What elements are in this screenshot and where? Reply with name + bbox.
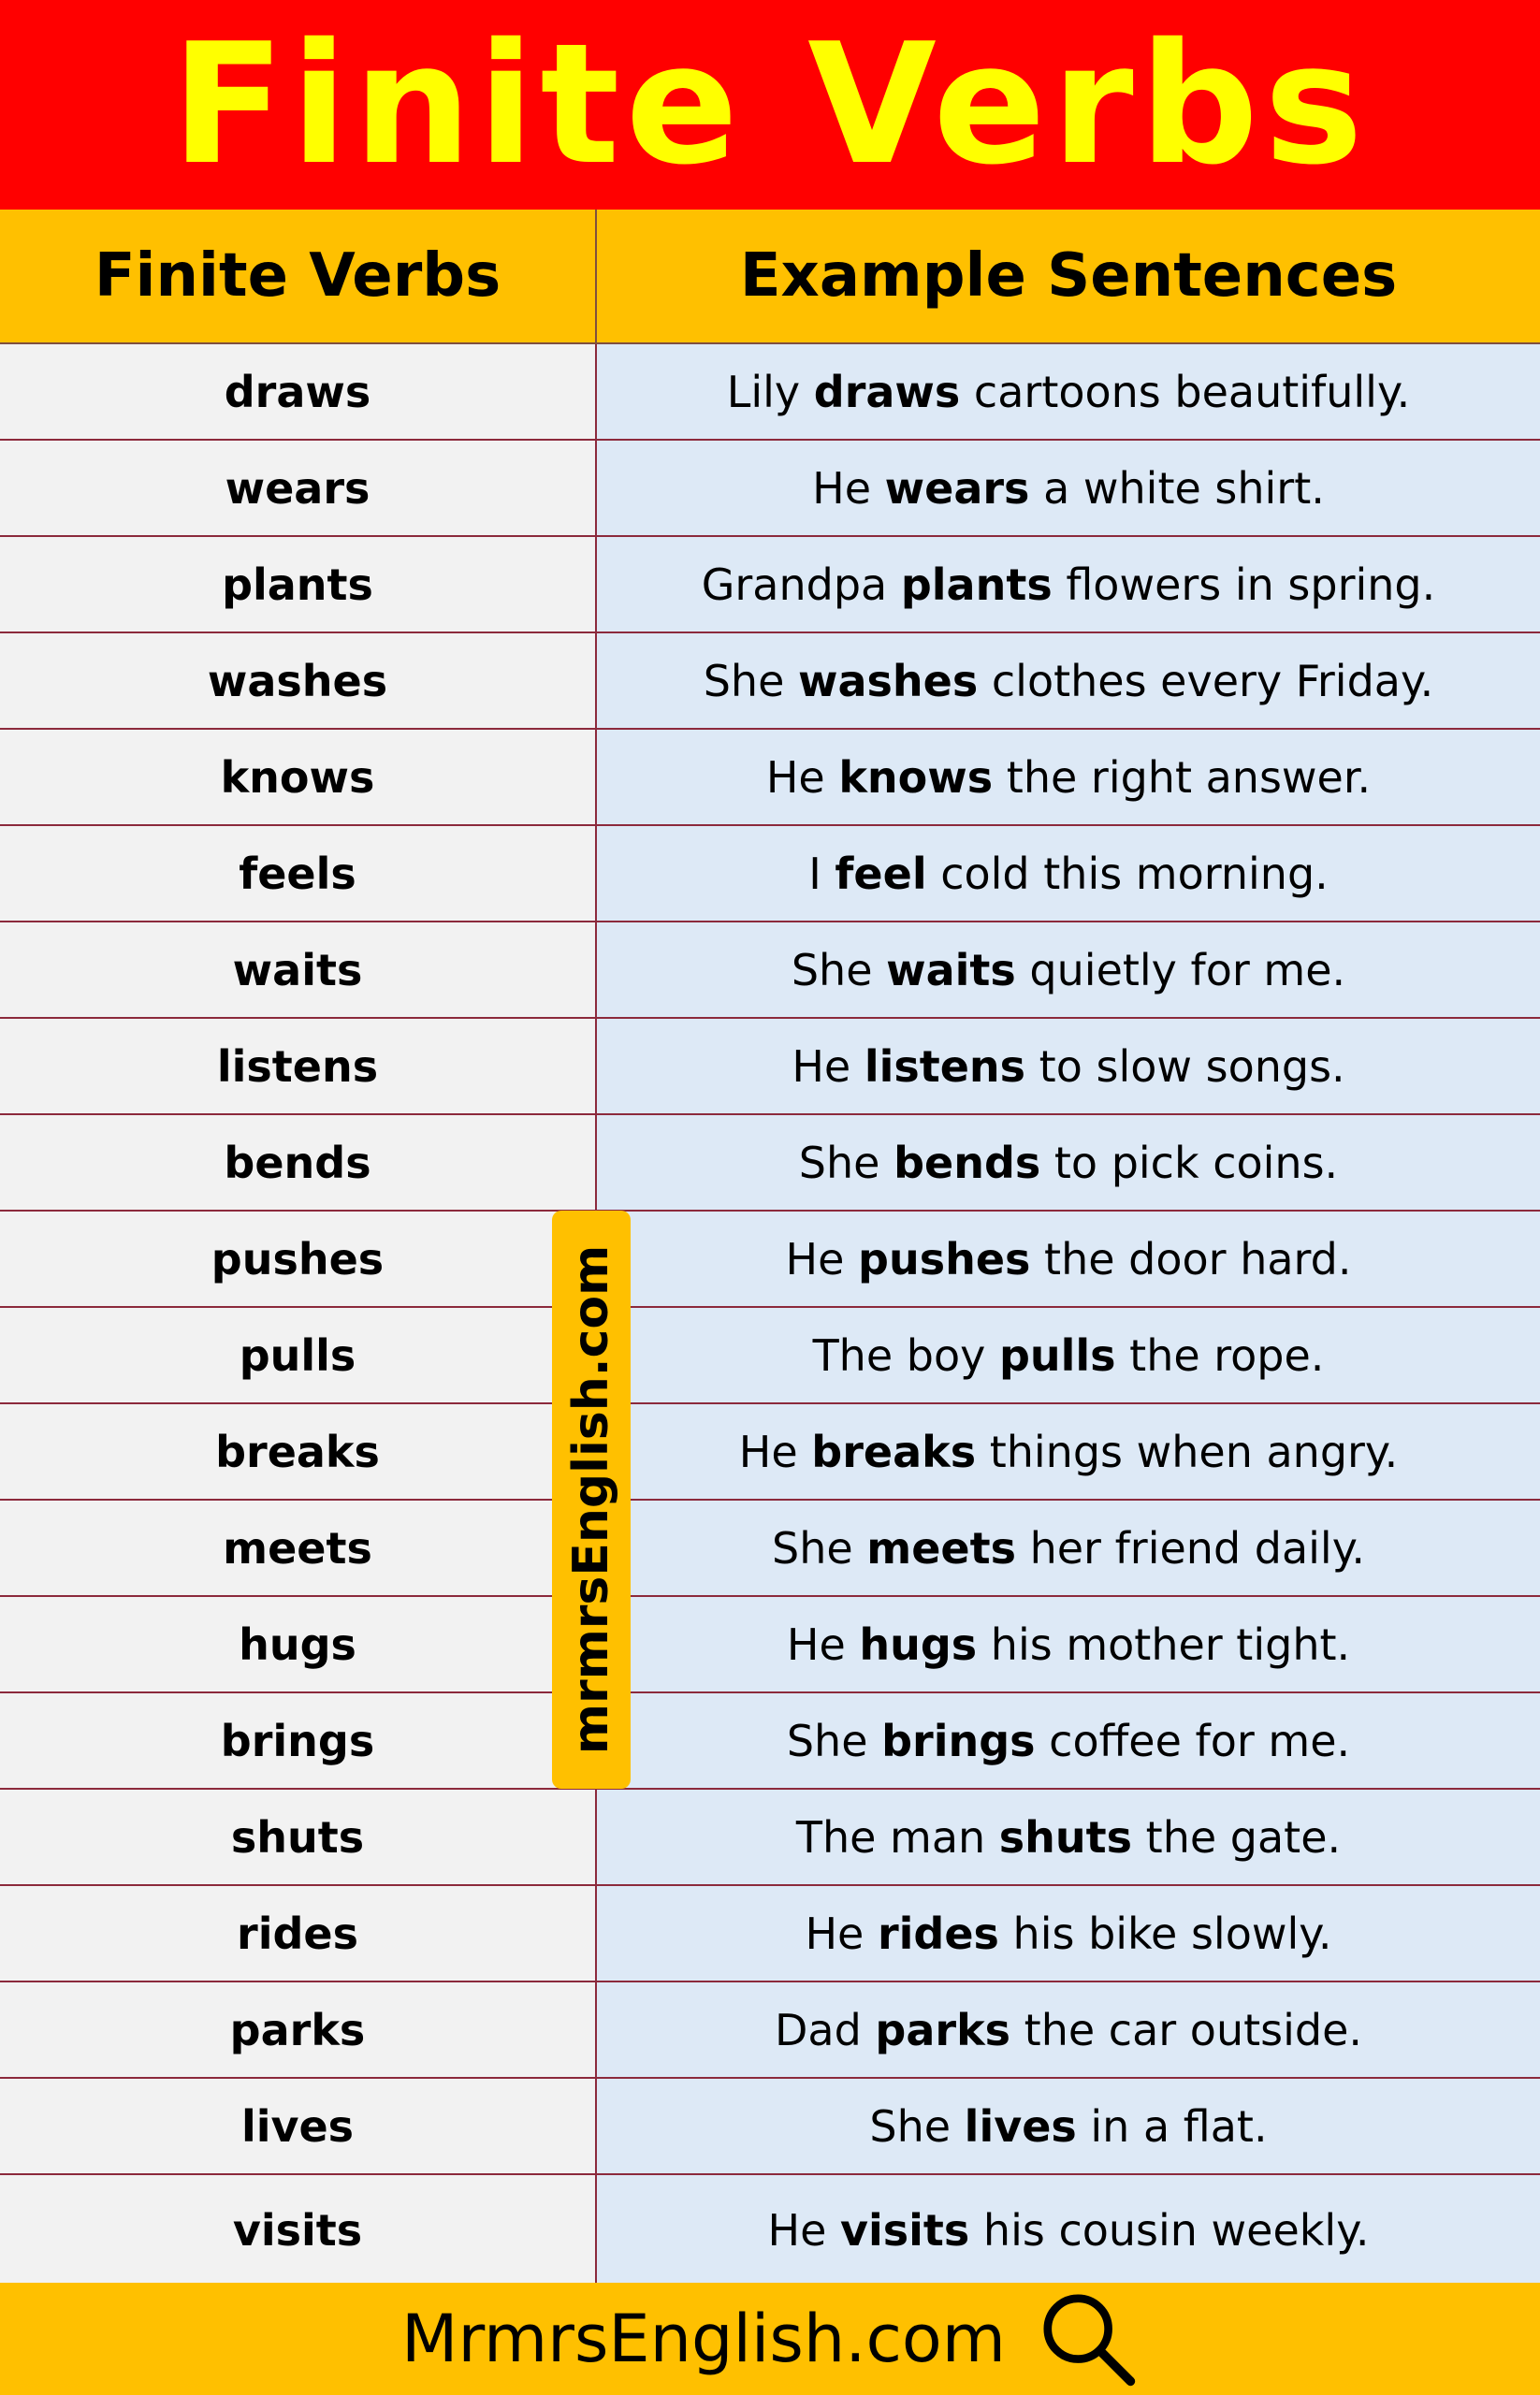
sentence-before: He [738, 1426, 812, 1477]
verb-cell: bends [0, 1115, 597, 1210]
verb-cell: draws [0, 344, 597, 439]
verb-cell: wears [0, 441, 597, 535]
sentence-cell [597, 1212, 1540, 1306]
sentence-after: flowers in spring. [1052, 559, 1436, 610]
verb-cell: meets [0, 1501, 597, 1595]
verb-cell: breaks [0, 1404, 597, 1499]
watermark-badge [552, 1211, 631, 1789]
table-row [0, 633, 1540, 730]
sentence-verb: shuts [998, 1811, 1133, 1863]
sentence-cell [597, 344, 1540, 439]
sentence-after: clothes every Friday. [978, 655, 1434, 706]
verb-cell: hugs [0, 1597, 597, 1691]
sentence-after: to pick coins. [1040, 1137, 1339, 1188]
sentence-cell [597, 1115, 1540, 1210]
sentence-cell [597, 1597, 1540, 1691]
table-header [0, 210, 1540, 344]
table-row [0, 1790, 1540, 1886]
sentence-before: He [792, 1040, 864, 1092]
sentence-cell [597, 826, 1540, 921]
sentence-after: to slow songs. [1025, 1040, 1345, 1092]
verb-cell: knows [0, 730, 597, 824]
sentence-verb: listens [864, 1040, 1026, 1092]
sentence-before: He [812, 462, 885, 514]
table-row [0, 1982, 1540, 2079]
sentence-cell [597, 537, 1540, 631]
footer-bar [0, 2283, 1540, 2395]
sentence-after: cartoons beautifully. [960, 366, 1411, 417]
sentence-cell [597, 441, 1540, 535]
sentence-verb: parks [875, 2004, 1011, 2055]
sentence-verb: rides [877, 1908, 999, 1959]
verb-cell: lives [0, 2079, 597, 2173]
sentence-before: She [791, 944, 887, 995]
sentence-after: in a flat. [1076, 2100, 1268, 2152]
sentence-cell [597, 1982, 1540, 2077]
verb-cell: shuts [0, 1790, 597, 1884]
sentence-before: He [765, 751, 839, 803]
header-example-sentences: Example Sentences [739, 241, 1398, 311]
sentence-cell [597, 633, 1540, 728]
sentence-verb: draws [813, 366, 961, 417]
sentence-after: the car outside. [1010, 2004, 1363, 2055]
table-row [0, 537, 1540, 633]
footer-website[interactable]: MrmrsEnglish.com [401, 2301, 1006, 2377]
sentence-cell [597, 730, 1540, 824]
sentence-cell [597, 2175, 1540, 2285]
sentence-after: the rope. [1115, 1329, 1325, 1381]
sentence-verb: washes [798, 655, 979, 706]
verb-cell: pulls [0, 1308, 597, 1402]
sentence-before: He [805, 1908, 878, 1959]
sentence-cell [597, 1308, 1540, 1402]
sentence-after: his cousin weekly. [969, 2204, 1370, 2256]
sentence-verb: hugs [859, 1618, 978, 1670]
sentence-cell [597, 1790, 1540, 1884]
sentence-verb: meets [866, 1522, 1016, 1574]
sentence-before: She [703, 655, 799, 706]
sentence-before: He [785, 1233, 859, 1285]
sentence-verb: breaks [811, 1426, 977, 1477]
sentence-verb: lives [964, 2100, 1077, 2152]
sentence-verb: pushes [858, 1233, 1031, 1285]
table-row [0, 1115, 1540, 1212]
verb-cell: listens [0, 1019, 597, 1113]
sentence-cell [597, 922, 1540, 1017]
sentence-cell [597, 2079, 1540, 2173]
search-icon[interactable] [1038, 2288, 1139, 2389]
sentence-cell [597, 1501, 1540, 1595]
sentence-after: the door hard. [1030, 1233, 1352, 1285]
sentence-verb: pulls [998, 1329, 1116, 1381]
sentence-after: the gate. [1132, 1811, 1342, 1863]
verb-cell: parks [0, 1982, 597, 2077]
verb-cell: rides [0, 1886, 597, 1981]
sentence-verb: knows [838, 751, 994, 803]
sentence-after: things when angry. [976, 1426, 1399, 1477]
table-body [0, 344, 1540, 2283]
table-row [0, 730, 1540, 826]
verb-cell: pushes [0, 1212, 597, 1306]
sentence-before: Lily [726, 366, 814, 417]
table-row [0, 1019, 1540, 1115]
table-row [0, 1597, 1540, 1693]
verb-cell: brings [0, 1693, 597, 1788]
verb-cell: visits [0, 2175, 597, 2285]
table-row [0, 441, 1540, 537]
sentence-before: Grandpa [701, 559, 901, 610]
sentence-after: a white shirt. [1029, 462, 1325, 514]
sentence-verb: visits [840, 2204, 970, 2256]
sentence-cell [597, 1404, 1540, 1499]
sentence-verb: plants [900, 559, 1053, 610]
sentence-after: cold this morning. [926, 848, 1329, 899]
sentence-before: He [786, 1618, 860, 1670]
sentence-before: She [869, 2100, 965, 2152]
sentence-after: the right answer. [993, 751, 1372, 803]
sentence-before: She [772, 1522, 867, 1574]
sentence-verb: feel [835, 848, 927, 899]
sentence-after: his mother tight. [977, 1618, 1351, 1670]
sentence-verb: waits [886, 944, 1016, 995]
page-title: Finite Verbs [170, 7, 1370, 201]
sentence-verb: bends [893, 1137, 1041, 1188]
sentence-cell [597, 1886, 1540, 1981]
table-row [0, 1693, 1540, 1790]
verb-cell: waits [0, 922, 597, 1017]
sentence-verb: wears [884, 462, 1030, 514]
header-finite-verbs: Finite Verbs [0, 210, 597, 342]
title-banner [0, 0, 1540, 210]
sentence-after: quietly for me. [1015, 944, 1346, 995]
sentence-after: coffee for me. [1035, 1715, 1351, 1766]
table-row [0, 922, 1540, 1019]
table-row [0, 1886, 1540, 1982]
table-row [0, 1308, 1540, 1404]
sentence-before: The boy [812, 1329, 999, 1381]
verb-cell: feels [0, 826, 597, 921]
sentence-before: She [786, 1715, 882, 1766]
table-row [0, 826, 1540, 922]
sentence-before: She [798, 1137, 894, 1188]
table-row [0, 344, 1540, 441]
table-row [0, 1404, 1540, 1501]
table-row [0, 1501, 1540, 1597]
sentence-after: her friend daily. [1015, 1522, 1365, 1574]
sentence-before: He [767, 2204, 841, 2256]
sentence-before: The man [795, 1811, 999, 1863]
verb-cell: washes [0, 633, 597, 728]
table-row [0, 1212, 1540, 1308]
watermark-text: mrmrsEnglish.com [563, 1244, 620, 1755]
verbs-table [0, 210, 1540, 2283]
sentence-before: Dad [774, 2004, 876, 2055]
sentence-before: I [808, 848, 835, 899]
verb-cell: plants [0, 537, 597, 631]
table-row [0, 2175, 1540, 2285]
sentence-cell [597, 1019, 1540, 1113]
sentence-cell [597, 1693, 1540, 1788]
sentence-after: his bike slowly. [998, 1908, 1332, 1959]
table-row [0, 2079, 1540, 2175]
sentence-verb: brings [881, 1715, 1036, 1766]
